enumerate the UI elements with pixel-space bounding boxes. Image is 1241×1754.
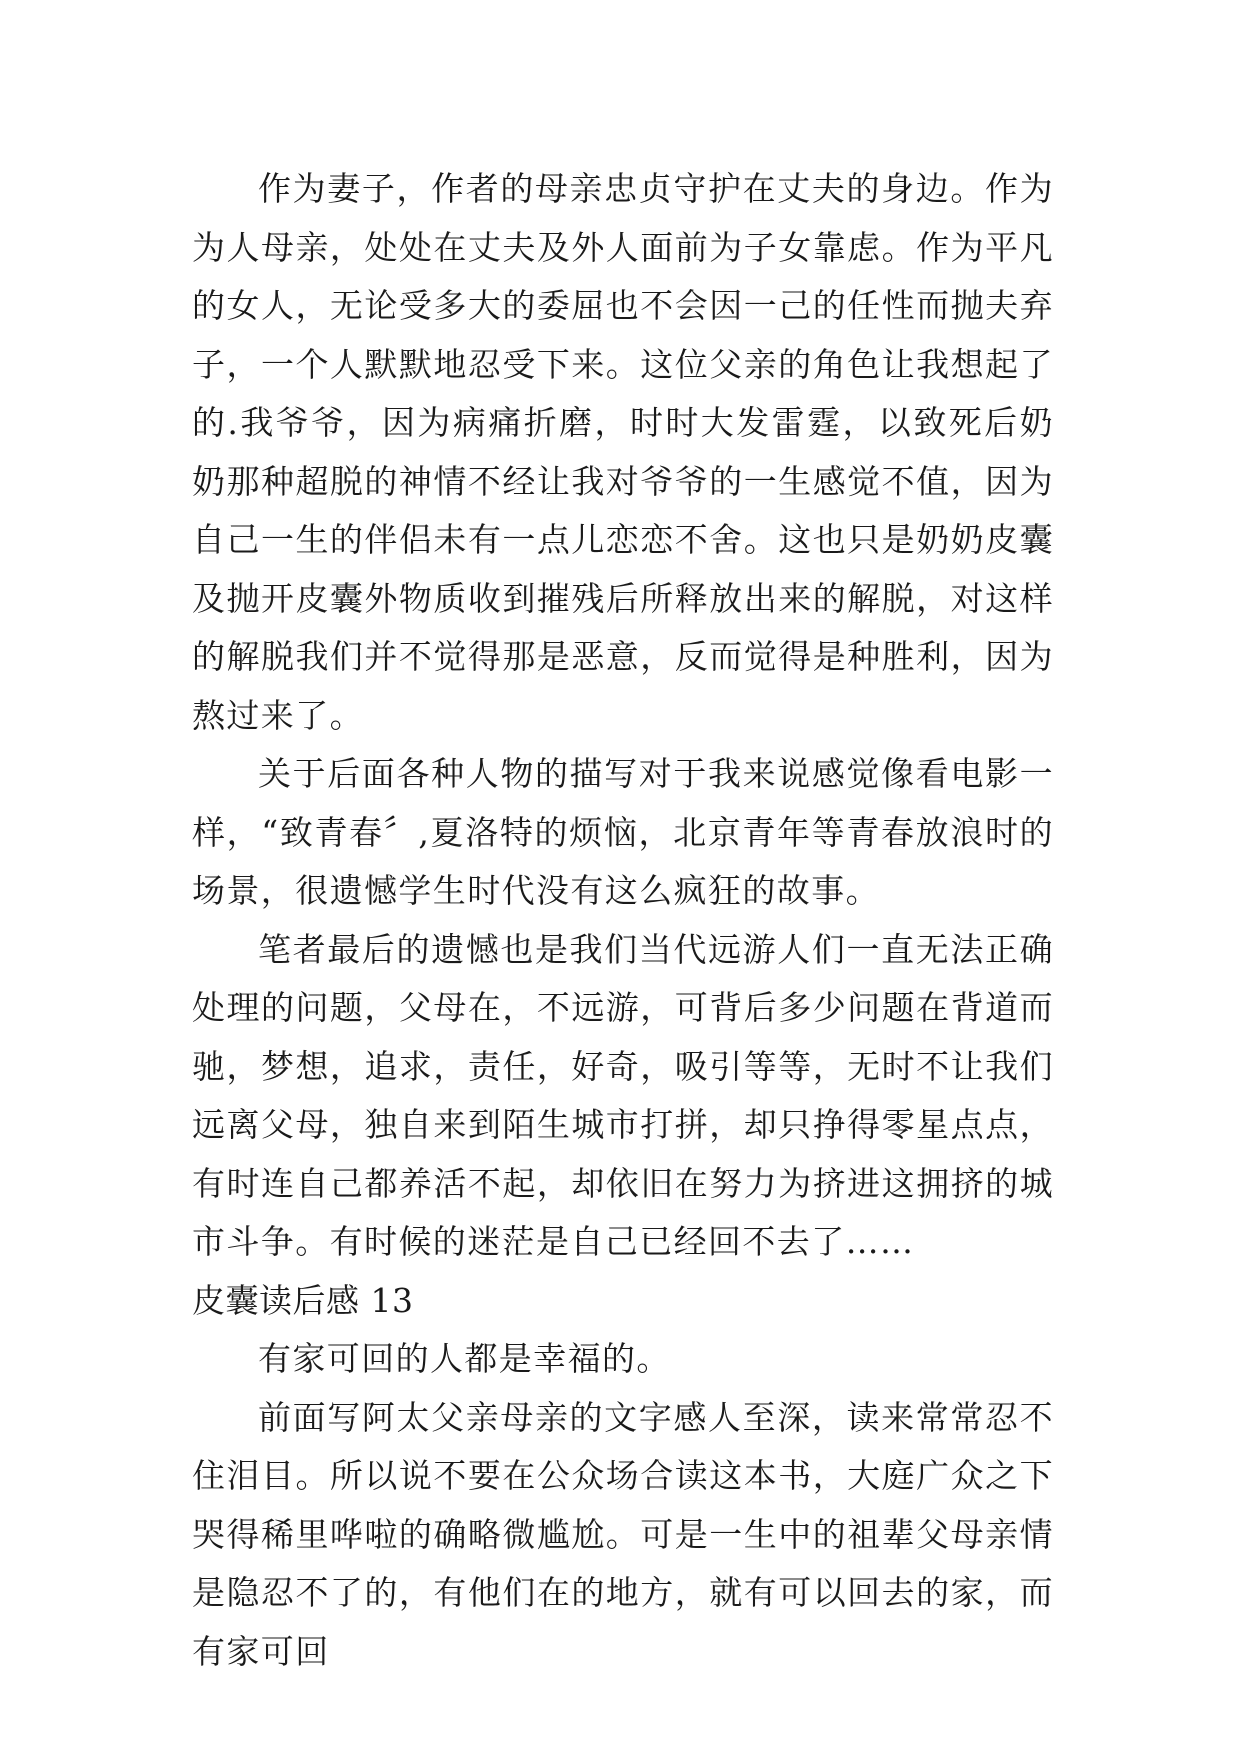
paragraph-characters: 关于后面各种人物的描写对于我来说感觉像看电影一样，“致青春〞,夏洛特的烦恼，北京青年等青春放浪时的场景，很遗憾学生时代没有这么疯狂的故事。 <box>192 754 1054 910</box>
paragraph-regret: 笔者最后的遗憾也是我们当代远游人们一直无法正确处理的问题，父母在，不远游，可背后多少问题在背道而驰，梦想，追求，责任，好奇，吸引等等，无时不让我们远离父母，独自来到陌生城市打拼，却只挣得零星点点，有时连自己都养活不起，却依旧在努力为挤进这拥挤的城市斗争。有时候的迷茫是自己已经回不去了…… <box>192 929 1054 1261</box>
paragraph-wife-mother: 作为妻子，作者的母亲忠贞守护在丈夫的身边。作为为人母亲，处处在丈夫及外人面前为子女靠虑。作为平凡的女人，无论受多大的委屈也不会因一己的任性而抛夫弃子，一个人默默地忍受下来。这位父亲的角色让我想起了的.我爷爷，因为病痛折磨，时时大发雷霆，以致死后奶奶那种超脱的神情不经让我对爷爷的一生感觉不值，因为自己一生的伴侣未有一点儿恋恋不舍。这也只是奶奶皮囊及抛开皮囊外物质收到摧残后所释放出来的解脱，对这样的解脱我们并不觉得那是恶意，反而觉得是种胜利，因为熬过来了。 <box>192 169 1054 735</box>
document-body <box>192 160 1054 1681</box>
paragraph-home: 有家可回的人都是幸福的。 <box>258 1339 671 1378</box>
section-heading: 皮囊读后感 13 <box>192 1280 414 1320</box>
paragraph-family: 前面写阿太父亲母亲的文字感人至深，读来常常忍不住泪目。所以说不要在公众场合读这本书，大庭广众之下哭得稀里哗啦的确略微尴尬。可是一生中的祖辈父母亲情是隐忍不了的，有他们在的地方，就有可以回去的家，而有家可回 <box>192 1397 1054 1671</box>
